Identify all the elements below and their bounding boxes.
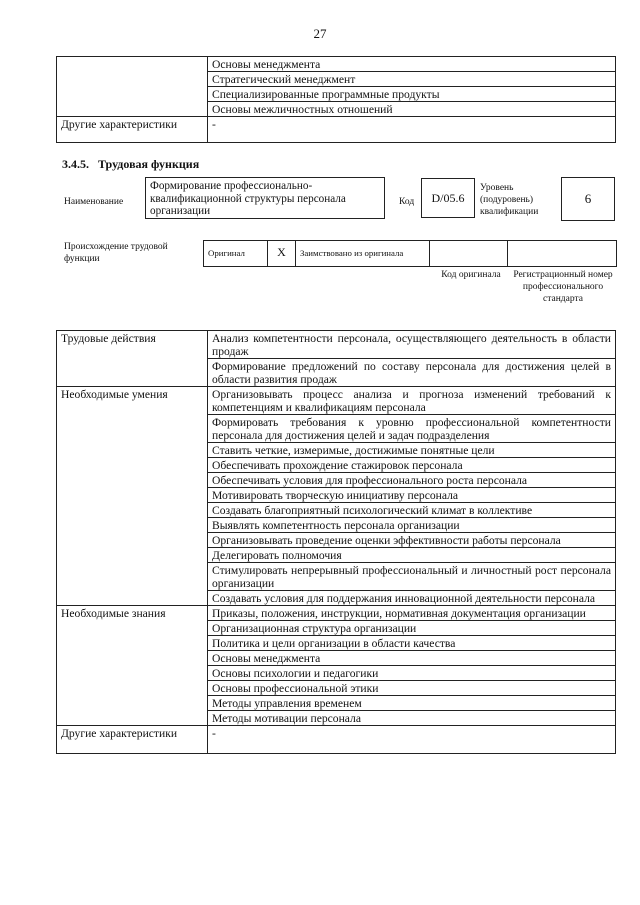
- origin-borrowed-cell: Заимствовано из оригинала: [296, 241, 430, 266]
- labor-function-table: [56, 330, 616, 754]
- origin-code-cell: [430, 241, 508, 266]
- list-item: Основы менеджмента: [208, 651, 616, 666]
- list-item: Выявлять компетентность персонала организации: [208, 518, 616, 533]
- section-title: Трудовая функция: [98, 157, 200, 171]
- other-characteristics-label: Другие характеристики: [57, 117, 208, 143]
- list-item: Методы управления временем: [208, 696, 616, 711]
- other-characteristics-value: -: [208, 726, 616, 754]
- section-heading: [62, 157, 199, 172]
- list-item: Формировать требования к уровню профессиональной компетентности персонала для достижения целей и задач подразделения: [208, 415, 616, 443]
- list-item: Приказы, положения, инструкции, нормативная документация организации: [208, 606, 616, 621]
- list-item: Организовывать процесс анализа и прогноза изменений требований к компетенциям и квалификациям персонала: [208, 387, 616, 415]
- section-number: 3.4.5.: [62, 157, 89, 171]
- list-item: Обеспечивать условия для профессионального роста персонала: [208, 473, 616, 488]
- knowledge-continuation-table: [56, 56, 616, 143]
- list-item: Основы психологии и педагогики: [208, 666, 616, 681]
- list-item: Анализ компетентности персонала, осуществляющего деятельность в области продаж: [208, 331, 616, 359]
- origin-code-caption: Код оригинала: [441, 270, 501, 280]
- list-item: Основы межличностных отношений: [208, 102, 616, 117]
- table-row: [57, 331, 616, 359]
- list-item: Обеспечивать прохождение стажировок персонала: [208, 458, 616, 473]
- list-item: Делегировать полномочия: [208, 548, 616, 563]
- empty-label-cell: [57, 57, 208, 117]
- other-characteristics-value: -: [208, 117, 616, 143]
- list-item: Мотивировать творческую инициативу персонала: [208, 488, 616, 503]
- table-row: [57, 57, 616, 72]
- list-item: Создавать условия для поддержания инновационной деятельности персонала: [208, 591, 616, 606]
- qualification-level-label: Уровень (подуровень) квалификации: [480, 183, 539, 217]
- qualification-level-box: 6: [561, 177, 615, 221]
- origin-mark-cell: X: [268, 241, 296, 266]
- page-number: 27: [313, 26, 327, 41]
- list-item: Методы мотивации персонала: [208, 711, 616, 726]
- table-row: [57, 606, 616, 621]
- list-item: Основы менеджмента: [208, 57, 616, 72]
- function-code-box: D/05.6: [421, 178, 475, 218]
- table-row: [57, 387, 616, 415]
- origin-original-cell: Оригинал: [204, 241, 268, 266]
- origin-label: Происхождение трудовой функции: [64, 242, 168, 264]
- code-label: Код: [399, 197, 415, 207]
- list-item: Основы профессиональной этики: [208, 681, 616, 696]
- list-item: Ставить четкие, измеримые, достижимые понятные цели: [208, 443, 616, 458]
- table-row: [57, 117, 616, 143]
- list-item: Создавать благоприятный психологический климат в коллективе: [208, 503, 616, 518]
- required-knowledge-label: Необходимые знания: [57, 606, 208, 726]
- list-item: Политика и цели организации в области качества: [208, 636, 616, 651]
- list-item: Формирование предложений по составу персонала для достижения целей в области развития продаж: [208, 359, 616, 387]
- list-item: Стимулировать непрерывный профессиональный и личностный рост персонала организации: [208, 563, 616, 591]
- table-row: [57, 726, 616, 754]
- required-skills-label: Необходимые умения: [57, 387, 208, 606]
- function-name-box: Формирование профессионально-квалификационной структуры персонала организации: [145, 177, 385, 219]
- list-item: Стратегический менеджмент: [208, 72, 616, 87]
- origin-row: [203, 240, 617, 267]
- list-item: Организовывать проведение оценки эффективности работы персонала: [208, 533, 616, 548]
- list-item: Специализированные программные продукты: [208, 87, 616, 102]
- labor-actions-label: Трудовые действия: [57, 331, 208, 387]
- origin-reg-caption: Регистрационный номер профессионального стандарта: [513, 270, 613, 304]
- list-item: Организационная структура организации: [208, 621, 616, 636]
- origin-reg-number-cell: [508, 241, 616, 266]
- name-label: Наименование: [64, 197, 124, 207]
- other-characteristics-label: Другие характеристики: [57, 726, 208, 754]
